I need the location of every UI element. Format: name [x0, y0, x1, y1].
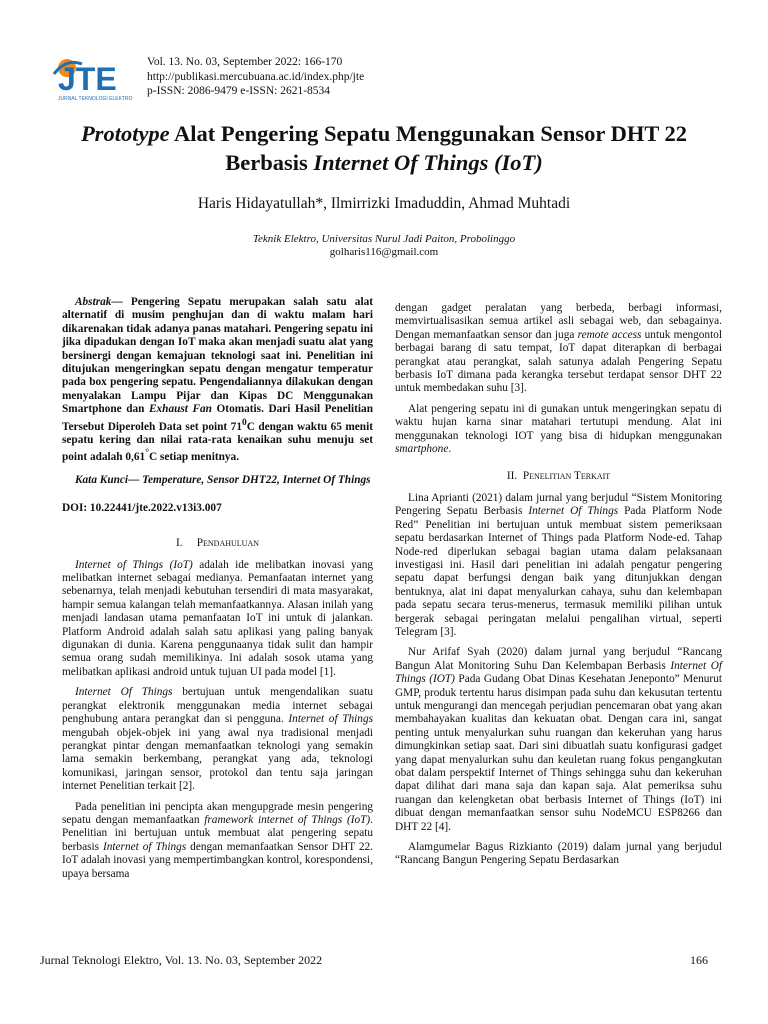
abstract-label: Abstrak [75, 296, 112, 308]
right-p2-italic: smartphone [395, 443, 449, 456]
intro-continued-paragraph [395, 302, 722, 396]
volume-info: Vol. 13. No. 03, September 2022: 166-170 [147, 56, 343, 68]
intro-p1-text: adalah ide melibatkan inovasi yang melibatkan internet sebagai medianya. Pemanfaatan internet yang sebenarnya, telah menjadi kebutuhan tersendiri di mata masyarakat, hampir semua kalangan telah memanfaatkannya. Alasan inilah yang menjadi landasan utama pemanfaatan IoT ini untuk di jalankan. Platform Android adalah salah satu aplikasi yang paling banyak digunakan di dunia. Karena penggunaanya tidak sulit dan hampir semua orang sudah memilikinya. Ini adalah sosok utama yang melibatkan aplikasi android untuk tujuan UI pada model [1]. [62, 558, 373, 678]
journal-logo [52, 54, 138, 102]
right-p1-text-b: untuk mengontol berbagai barang di satu tempat, IoT dapat diterapkan di berbagai perangkat atau perangkat, salah satunya adalah Pengering Sepatu berbasis IoT dimana pada kerangka tersebut terdapat sensor DHT 22 untuk membedakan suhu [3]. [395, 328, 722, 395]
affiliation: Teknik Elektro, Universitas Nurul Jadi Paiton, Probolinggo [252, 233, 516, 245]
right-p1-text-a: dengan gadget peralatan yang berbeda, berbagi informasi, memvirtualisasikan semua artikel asli sebagai web, dan sebagainya. Dengan memanfaatkan sensor dan juga [395, 302, 722, 341]
abstract-sup: 0 [241, 417, 247, 428]
related-p1-italic: Internet Of Things [528, 505, 619, 518]
section-1-numeral: I. [176, 537, 183, 550]
keywords [62, 474, 373, 487]
svg-text:JURNAL TEKNOLOGI ELEKTRO: JURNAL TEKNOLOGI ELEKTRO [58, 96, 133, 102]
related-paragraph-2 [395, 646, 722, 834]
keywords-label: Kata Kunci [75, 474, 129, 487]
abstract [62, 296, 373, 464]
footer-journal: Jurnal Teknologi Elektro, Vol. 13. No. 03, September 2022 [40, 953, 323, 967]
section-2-numeral: II. [506, 470, 518, 483]
intro-p2-text-b: mengubah objek-objek ini yang awal nya tradisional menjadi perangkat pintar dengan memanfaatkan teknologi yang semakin lama semakin berkembang, perangkat yang ada, teknologi komunikasi, jaringan sensor, protokol dan tentu saja jaringan internet Penelitian terkait [2]. [62, 726, 373, 793]
intro-paragraph-1 [62, 559, 373, 680]
abstract-dash: — [111, 296, 131, 308]
title-part3: Internet Of Things (IoT) [313, 150, 543, 175]
author-email[interactable]: golharis116@gmail.com [329, 246, 439, 258]
intro-p2-italic: Internet Of Things [75, 686, 173, 699]
abstract-text-2: Otomatis. Dari Hasil Penelitian Tersebut Diperoleh Data set point 71 [62, 403, 373, 433]
intro-p3-text-c: dengan memanfaatkan Sensor DHT 22. IoT adalah inovasi yang mempertimbangkan kontrol, korespondensi, upaya bersama [62, 840, 374, 880]
intro-paragraph-2 [62, 686, 373, 793]
intro-p1-italic: Internet of Things (IoT) [75, 558, 193, 571]
intro-p3-text-a: Pada penelitian ini pencipta akan mengupgrade mesin pengering sepatu dengan memanfaatkan [62, 800, 373, 826]
intro-paragraph-3 [62, 801, 373, 881]
right-p2-text-a: Alat pengering sepatu ini di gunakan untuk mengeringkan sepatu di waktu hujan karna sinar matahari tertutupi mendung. Alat ini menggunakan teknologi IOT yang bisa di hidupkan menggunakan [395, 402, 722, 442]
doi[interactable]: DOI: 10.22441/jte.2022.v13i3.007 [62, 501, 222, 514]
abstract-text-3: C dengan waktu 65 menit sepatu kering dan nilai rata-rata kenaikan suhu menuju set point adalah 0,61 [62, 420, 373, 463]
section-heading-1 [62, 537, 373, 550]
paper-title [40, 119, 728, 177]
intro-paragraph-4 [395, 403, 722, 457]
journal-meta [147, 55, 364, 99]
related-paragraph-1 [395, 492, 722, 639]
section-heading-2 [395, 470, 722, 483]
related-p2-text-a: Nur Arifaf Syah (2020) dalam jurnal yang berjudul “Rancang Bangun Alat Monitoring Suhu Dan Kelembapan Berbasis [395, 646, 722, 672]
abstract-italic: Exhaust Fan [148, 403, 212, 416]
right-p1-italic: remote access [577, 328, 642, 341]
related-p1-text-a: Lina Aprianti (2021) dalam jurnal yang berjudul “Sistem Monitoring Pengering Sepatu Berbasis [395, 491, 722, 518]
journal-url[interactable]: http://publikasi.mercubuana.ac.id/index.php/jte [147, 70, 365, 83]
intro-p2-text-a: bertujuan untuk mengendalikan suatu perangkat elektronik menggunakan media internet sebagai penghubung antara perangkat dan si pengguna. [62, 686, 373, 726]
issn-info: p-ISSN: 2086‐9479 e-ISSN: 2621-8534 [147, 85, 331, 97]
title-part2: Alat Pengering Sepatu Menggunakan Sensor DHT 22 Berbasis [169, 121, 688, 175]
section-2-title: Penelitian Terkait [522, 470, 611, 483]
right-p2-text-b: . [448, 443, 452, 456]
title-part1: Prototype [80, 121, 170, 146]
intro-p2-italic-2: Internet of Things [288, 713, 373, 726]
left-column [62, 296, 373, 888]
svg-text:JTE: JTE [58, 61, 117, 97]
intro-p3-italic: framework internet of Things (IoT) [204, 813, 371, 826]
abstract-sup-2: ° [145, 448, 149, 459]
related-p1-text-b: Pada Platform Node Red” Penelitian ini bertujuan untuk membuat sistem pemeriksaan sepatu berdasarkan Internet of Things pada Platform Node-ed. Tahap Node-red diperlukan sebagai bagian utama dalam pelaksanaan investigasi ini. Hasil dari penelitian ini adalah pengatur pengering sepatu dapat berfungsi dengan baik yang ditunjukkan dengan bentuknya, alat ini dapat menyalurkan cahaya, suhu dan kelembapan pada sepatu secara terus-menerus, termasuk memiliki pilihan untuk bergerak sebagai peringatan melalui pengalihan virtual, seperti Telegram [3]. [395, 505, 722, 638]
related-p2-italic: Internet Of Things (IOT) [395, 659, 722, 686]
intro-p3-italic-2: Internet of Things [102, 840, 187, 853]
abstract-text-1: Pengering Sepatu merupakan salah satu alat alternatif di musim penghujan dan di waktu malam hari dikarenakan tidak adanya panas matahari. Pengering sepatu ini jika dipadukan dengan IoT maka akan menjadi suatu alat yang bersinergi dengan kemajuan teknologi saat ini. Penelitian ini ditujukan mengeringkan sepatu dengan mengatur temperatur pada box pengering sepatu. Pengendaliannya dilakukan dengan menyalakan Lampu Pijar dan Kipas DC Menggunakan Smartphone dan [62, 296, 374, 416]
authors: Haris Hidayatullah*, Ilmirrizki Imaduddin, Ahmad Muhtadi [197, 195, 571, 212]
related-paragraph-3: Alamgumelar Bagus Rizkianto (2019) dalam jurnal yang berjudul “Rancang Bangun Pengering Sepatu Berdasarkan [395, 841, 722, 867]
related-p2-text-b: Pada Gudang Obat Dinas Kesehatan Jeneponto” Menurut GMP, produk tertentu harus disimpan pada suhu dan kekusutan tertentu untuk mengurangi dan mencegah perjudian pencemaran obat yang akan membahayakan kualitas dan kekuatan obat. Dengan cara ini, sangat penting untuk menyalurkan suhu ruangan dan kekeruhan yang harus dimungkinkan setiap saat. Dari sini dibuatlah suatu konfigurasi gadget yang dapat menyalurkan suhu dan keuletan ruang fokus pengangkutan obat dalam perspektif Internet of Things sehingga suhu dan kekeruhan dapat dilihat dari mana saja dan kapan saja. Alat pemeriksa suhu ruangan dan kelengketan obat berbasis Internet of Things (IoT) ini dibuat dengan memanfaatkan sensor suhu NodeMCU ESP8266 dan DHT 22 [4]. [395, 673, 722, 833]
intro-p3-text-b: . Penelitian ini bertujuan untuk membuat alat pengering sepatu berbasis [62, 813, 373, 853]
abstract-text-4: C setiap menitnya. [148, 451, 240, 463]
right-column [395, 302, 722, 875]
page-number: 166 [690, 953, 708, 967]
section-1-title: Pendahuluan [196, 537, 259, 550]
journal-header [52, 54, 452, 102]
keywords-text: — Temperature, Sensor DHT22, Internet Of Things [128, 474, 371, 487]
